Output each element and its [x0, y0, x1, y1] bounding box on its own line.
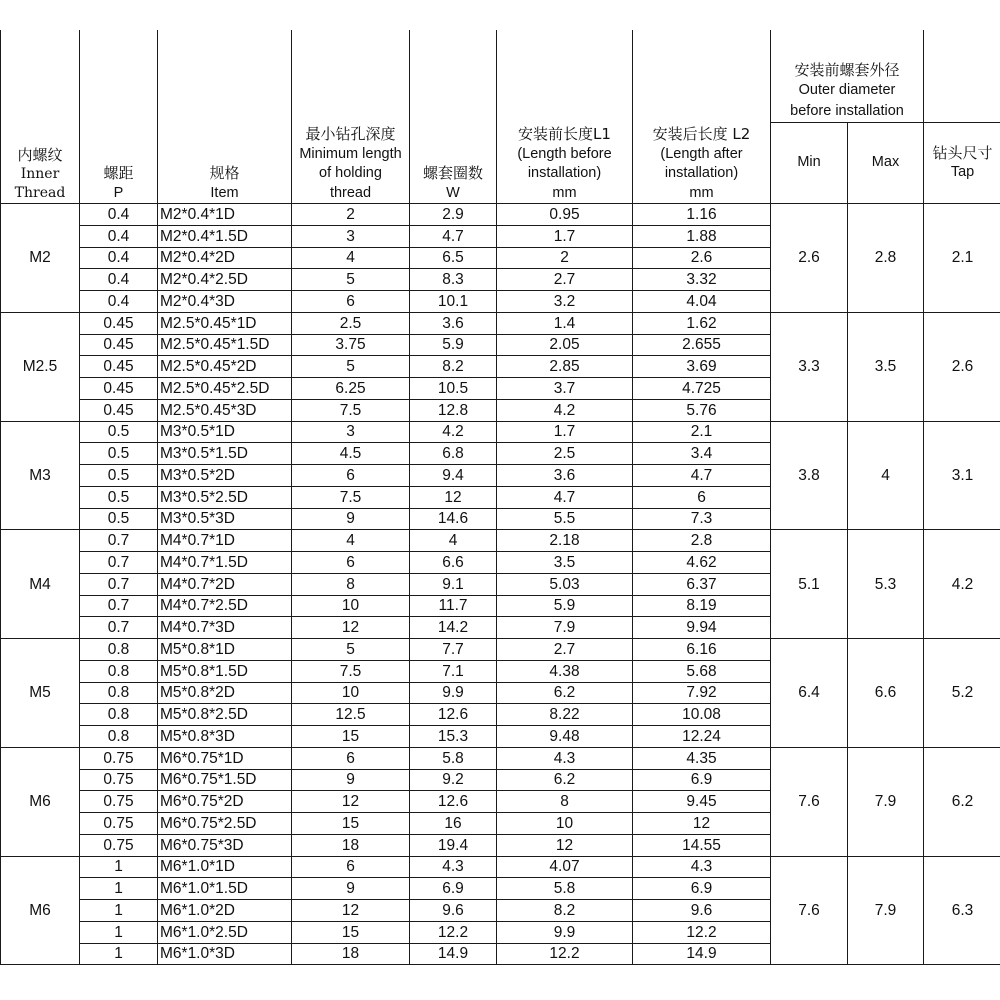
l2-cell: 4.35 [633, 747, 771, 769]
table-row [1, 530, 1000, 552]
header-cell-coils [410, 30, 497, 204]
pitch-cell: 0.5 [80, 465, 158, 487]
min-depth-cell: 3 [292, 225, 410, 247]
tap-cell: 3.1 [924, 421, 1000, 530]
tap-cell: 2.1 [924, 204, 1000, 313]
inner-thread-en1: Inner [20, 166, 60, 182]
item-cell: M3*0.5*1.5D [158, 443, 292, 465]
min-depth-cell: 6 [292, 465, 410, 487]
min-depth-cell: 7.5 [292, 660, 410, 682]
coils-cell: 8.3 [410, 269, 497, 291]
outer-max-cell: 3.5 [848, 312, 924, 421]
l1-unit: mm [552, 184, 577, 201]
pitch-cell: 0.75 [80, 813, 158, 835]
coils-cell: 6.5 [410, 247, 497, 269]
min-label: Min [797, 154, 821, 171]
coils-cell: 10.5 [410, 378, 497, 400]
header-row-top [1, 30, 1000, 123]
min-depth-cell: 2 [292, 204, 410, 226]
min-depth-cell: 18 [292, 943, 410, 965]
l1-cell: 1.7 [497, 225, 633, 247]
pitch-cell: 0.45 [80, 356, 158, 378]
l1-zh: 安装前长度L1 [518, 125, 611, 143]
coils-cell: 19.4 [410, 834, 497, 856]
l1-cell: 2.5 [497, 443, 633, 465]
coils-cell: 12.6 [410, 704, 497, 726]
pitch-cell: 1 [80, 943, 158, 965]
item-cell: M5*0.8*3D [158, 726, 292, 748]
l2-cell: 2.655 [633, 334, 771, 356]
item-cell: M3*0.5*1D [158, 421, 292, 443]
l2-cell: 4.7 [633, 465, 771, 487]
l2-cell: 2.8 [633, 530, 771, 552]
inner-thread-zh: 内螺纹 [17, 145, 63, 164]
coils-cell: 15.3 [410, 726, 497, 748]
l2-cell: 5.68 [633, 660, 771, 682]
item-cell: M3*0.5*2.5D [158, 486, 292, 508]
coils-cell: 12.2 [410, 921, 497, 943]
l1-cell: 5.5 [497, 508, 633, 530]
outer-min-cell: 7.6 [771, 856, 848, 965]
pitch-cell: 0.4 [80, 204, 158, 226]
min-depth-cell: 3 [292, 421, 410, 443]
item-cell: M5*0.8*2D [158, 682, 292, 704]
l2-cell: 3.4 [633, 443, 771, 465]
l2-cell: 14.55 [633, 834, 771, 856]
item-cell: M6*1.0*2.5D [158, 921, 292, 943]
min-depth-cell: 6.25 [292, 378, 410, 400]
pitch-zh: 螺距 [103, 164, 134, 182]
outer-min-cell: 3.3 [771, 312, 848, 421]
table-row [1, 421, 1000, 443]
min-depth-cell: 18 [292, 834, 410, 856]
l2-cell: 1.62 [633, 312, 771, 334]
tap-cell: 5.2 [924, 639, 1000, 748]
item-cell: M2*0.4*1D [158, 204, 292, 226]
outer-max-cell: 6.6 [848, 639, 924, 748]
pitch-cell: 0.45 [80, 334, 158, 356]
min-depth-cell: 9 [292, 508, 410, 530]
thread-size-cell: M2.5 [1, 312, 80, 421]
l1-cell: 4.2 [497, 399, 633, 421]
coils-cell: 14.2 [410, 617, 497, 639]
tap-cell: 2.6 [924, 312, 1000, 421]
l1-cell: 2.85 [497, 356, 633, 378]
item-cell: M4*0.7*1D [158, 530, 292, 552]
coils-cell: 5.9 [410, 334, 497, 356]
thread-size-cell: M4 [1, 530, 80, 639]
pitch-cell: 1 [80, 921, 158, 943]
l2-cell: 12 [633, 813, 771, 835]
l1-en2: installation) [527, 165, 602, 181]
l2-cell: 4.3 [633, 856, 771, 878]
pitch-cell: 0.4 [80, 291, 158, 313]
thread-size-cell: M6 [1, 747, 80, 856]
min-depth-cell: 9 [292, 769, 410, 791]
item-cell: M3*0.5*3D [158, 508, 292, 530]
table-row [1, 204, 1000, 226]
l1-cell: 8.2 [497, 900, 633, 922]
item-cell: M4*0.7*3D [158, 617, 292, 639]
l1-cell: 2.7 [497, 269, 633, 291]
coils-cell: 5.8 [410, 747, 497, 769]
coils-cell: 2.9 [410, 204, 497, 226]
inner-thread-en2: Thread [14, 185, 66, 201]
pitch-cell: 0.7 [80, 552, 158, 574]
item-cell: M2*0.4*2D [158, 247, 292, 269]
pitch-cell: 1 [80, 878, 158, 900]
header-cell-item [158, 30, 292, 204]
outer-min-cell: 7.6 [771, 747, 848, 856]
min-depth-cell: 12.5 [292, 704, 410, 726]
l2-cell: 14.9 [633, 943, 771, 965]
coils-cell: 4.7 [410, 225, 497, 247]
l2-cell: 1.88 [633, 225, 771, 247]
item-cell: M5*0.8*1.5D [158, 660, 292, 682]
l1-cell: 3.2 [497, 291, 633, 313]
pitch-cell: 0.45 [80, 312, 158, 334]
pitch-cell: 0.5 [80, 486, 158, 508]
thread-size-cell: M6 [1, 856, 80, 965]
tap-cell: 6.3 [924, 856, 1000, 965]
l2-cell: 6 [633, 486, 771, 508]
outer-max-cell: 7.9 [848, 856, 924, 965]
coils-cell: 9.1 [410, 573, 497, 595]
coils-cell: 6.8 [410, 443, 497, 465]
coils-cell: 16 [410, 813, 497, 835]
l1-cell: 1.4 [497, 312, 633, 334]
pitch-cell: 0.8 [80, 704, 158, 726]
item-cell: M5*0.8*1D [158, 639, 292, 661]
coils-cell: 6.6 [410, 552, 497, 574]
pitch-cell: 0.8 [80, 726, 158, 748]
min-depth-cell: 4.5 [292, 443, 410, 465]
header-cell-tap [924, 123, 1000, 204]
outer-max-cell: 7.9 [848, 747, 924, 856]
min-depth-zh: 最小钻孔深度 [305, 125, 396, 143]
l2-cell: 7.3 [633, 508, 771, 530]
coils-cell: 8.2 [410, 356, 497, 378]
item-cell: M2.5*0.45*2D [158, 356, 292, 378]
l1-cell: 10 [497, 813, 633, 835]
coils-cell: 6.9 [410, 878, 497, 900]
pitch-en: P [113, 184, 124, 201]
item-cell: M6*1.0*1D [158, 856, 292, 878]
header-cell-min [771, 123, 848, 204]
item-zh: 规格 [209, 164, 240, 182]
coils-zh: 螺套圈数 [422, 164, 483, 182]
pitch-cell: 0.7 [80, 573, 158, 595]
l1-cell: 3.5 [497, 552, 633, 574]
pitch-cell: 1 [80, 856, 158, 878]
item-cell: M2*0.4*2.5D [158, 269, 292, 291]
coils-cell: 9.6 [410, 900, 497, 922]
min-depth-cell: 2.5 [292, 312, 410, 334]
tap-zh: 钻头尺寸 [932, 143, 993, 162]
l1-cell: 0.95 [497, 204, 633, 226]
header-cell-l1 [497, 30, 633, 204]
pitch-cell: 0.45 [80, 399, 158, 421]
min-depth-cell: 8 [292, 573, 410, 595]
l2-cell: 12.24 [633, 726, 771, 748]
l1-cell: 3.7 [497, 378, 633, 400]
item-cell: M5*0.8*2.5D [158, 704, 292, 726]
l1-cell: 8.22 [497, 704, 633, 726]
coils-cell: 10.1 [410, 291, 497, 313]
header-cell-l2 [633, 30, 771, 204]
table-row [1, 747, 1000, 769]
l2-cell: 1.16 [633, 204, 771, 226]
pitch-cell: 0.5 [80, 443, 158, 465]
item-en: Item [210, 184, 239, 201]
header-cell-max [848, 123, 924, 204]
coils-cell: 12 [410, 486, 497, 508]
header-cell-outer-diameter [771, 30, 924, 123]
pitch-cell: 0.8 [80, 639, 158, 661]
min-depth-cell: 12 [292, 900, 410, 922]
coils-cell: 14.9 [410, 943, 497, 965]
pitch-cell: 0.4 [80, 269, 158, 291]
item-cell: M6*1.0*1.5D [158, 878, 292, 900]
min-depth-cell: 12 [292, 617, 410, 639]
l1-en1: (Length before [517, 145, 612, 162]
min-depth-cell: 9 [292, 878, 410, 900]
coils-cell: 3.6 [410, 312, 497, 334]
item-cell: M4*0.7*2D [158, 573, 292, 595]
l2-zh: 安装后长度 L2 [652, 125, 751, 143]
l1-cell: 5.9 [497, 595, 633, 617]
pitch-cell: 0.4 [80, 247, 158, 269]
l1-cell: 5.8 [497, 878, 633, 900]
l2-cell: 3.69 [633, 356, 771, 378]
max-label: Max [871, 154, 900, 171]
pitch-cell: 0.7 [80, 530, 158, 552]
coils-cell: 11.7 [410, 595, 497, 617]
l1-cell: 12 [497, 834, 633, 856]
l2-cell: 6.9 [633, 769, 771, 791]
l2-cell: 6.9 [633, 878, 771, 900]
outer-min-cell: 2.6 [771, 204, 848, 313]
l1-cell: 3.6 [497, 465, 633, 487]
item-cell: M6*0.75*2.5D [158, 813, 292, 835]
item-cell: M2.5*0.45*1D [158, 312, 292, 334]
thread-insert-spec-table [0, 30, 1000, 965]
item-cell: M2*0.4*3D [158, 291, 292, 313]
thread-size-cell: M2 [1, 204, 80, 313]
min-depth-en3: thread [329, 184, 372, 201]
item-cell: M2.5*0.45*3D [158, 399, 292, 421]
l2-cell: 9.6 [633, 900, 771, 922]
item-cell: M6*0.75*3D [158, 834, 292, 856]
min-depth-cell: 4 [292, 530, 410, 552]
coils-cell: 7.1 [410, 660, 497, 682]
pitch-cell: 0.45 [80, 378, 158, 400]
l1-cell: 4.07 [497, 856, 633, 878]
l2-cell: 5.76 [633, 399, 771, 421]
l2-cell: 4.62 [633, 552, 771, 574]
min-depth-cell: 7.5 [292, 399, 410, 421]
coils-cell: 14.6 [410, 508, 497, 530]
table-body [1, 204, 1000, 965]
min-depth-cell: 3.75 [292, 334, 410, 356]
l2-cell: 6.16 [633, 639, 771, 661]
header-cell-min-depth [292, 30, 410, 204]
coils-cell: 9.2 [410, 769, 497, 791]
l1-cell: 4.38 [497, 660, 633, 682]
outer-min-cell: 5.1 [771, 530, 848, 639]
coils-cell: 4.3 [410, 856, 497, 878]
item-cell: M2.5*0.45*1.5D [158, 334, 292, 356]
tap-cell: 4.2 [924, 530, 1000, 639]
table-row [1, 856, 1000, 878]
tap-en: Tap [950, 164, 975, 180]
l2-cell: 9.94 [633, 617, 771, 639]
header-cell-pitch [80, 30, 158, 204]
l1-cell: 8 [497, 791, 633, 813]
item-cell: M4*0.7*1.5D [158, 552, 292, 574]
coils-cell: 12.8 [410, 399, 497, 421]
coils-cell: 4 [410, 530, 497, 552]
outer-max-cell: 2.8 [848, 204, 924, 313]
min-depth-cell: 6 [292, 856, 410, 878]
l1-cell: 2.18 [497, 530, 633, 552]
outer-max-cell: 5.3 [848, 530, 924, 639]
coils-cell: 9.4 [410, 465, 497, 487]
l2-en1: (Length after [660, 145, 743, 162]
table-header [1, 30, 1000, 204]
pitch-cell: 0.4 [80, 225, 158, 247]
item-cell: M6*0.75*1.5D [158, 769, 292, 791]
l2-cell: 8.19 [633, 595, 771, 617]
item-cell: M2*0.4*1.5D [158, 225, 292, 247]
l1-cell: 1.7 [497, 421, 633, 443]
pitch-cell: 0.8 [80, 660, 158, 682]
l1-cell: 2.05 [497, 334, 633, 356]
l2-en2: installation) [664, 165, 739, 181]
pitch-cell: 0.7 [80, 595, 158, 617]
coils-en: W [446, 184, 460, 201]
min-depth-cell: 5 [292, 356, 410, 378]
table-row [1, 312, 1000, 334]
l2-cell: 9.45 [633, 791, 771, 813]
min-depth-cell: 6 [292, 552, 410, 574]
l2-cell: 7.92 [633, 682, 771, 704]
coils-cell: 7.7 [410, 639, 497, 661]
coils-cell: 12.6 [410, 791, 497, 813]
l2-unit: mm [689, 184, 714, 201]
outer-diameter-en2: before installation [790, 103, 904, 119]
pitch-cell: 1 [80, 900, 158, 922]
l2-cell: 3.32 [633, 269, 771, 291]
l1-cell: 4.3 [497, 747, 633, 769]
min-depth-cell: 6 [292, 747, 410, 769]
outer-diameter-en1: Outer diameter [798, 82, 896, 98]
pitch-cell: 0.8 [80, 682, 158, 704]
l2-cell: 6.37 [633, 573, 771, 595]
tap-cell: 6.2 [924, 747, 1000, 856]
coils-cell: 9.9 [410, 682, 497, 704]
min-depth-cell: 15 [292, 813, 410, 835]
header-cell-tap-blank [924, 30, 1000, 123]
l2-cell: 2.6 [633, 247, 771, 269]
coils-cell: 4.2 [410, 421, 497, 443]
item-cell: M3*0.5*2D [158, 465, 292, 487]
l1-cell: 7.9 [497, 617, 633, 639]
l1-cell: 12.2 [497, 943, 633, 965]
min-depth-cell: 10 [292, 595, 410, 617]
l1-cell: 5.03 [497, 573, 633, 595]
l1-cell: 2 [497, 247, 633, 269]
item-cell: M2.5*0.45*2.5D [158, 378, 292, 400]
item-cell: M6*0.75*1D [158, 747, 292, 769]
min-depth-cell: 15 [292, 726, 410, 748]
min-depth-cell: 7.5 [292, 486, 410, 508]
l1-cell: 2.7 [497, 639, 633, 661]
outer-max-cell: 4 [848, 421, 924, 530]
thread-size-cell: M5 [1, 639, 80, 748]
min-depth-cell: 4 [292, 247, 410, 269]
min-depth-cell: 15 [292, 921, 410, 943]
l2-cell: 4.04 [633, 291, 771, 313]
l2-cell: 2.1 [633, 421, 771, 443]
pitch-cell: 0.5 [80, 508, 158, 530]
l2-cell: 4.725 [633, 378, 771, 400]
min-depth-cell: 5 [292, 269, 410, 291]
outer-diameter-zh: 安装前螺套外径 [794, 60, 900, 79]
l1-cell: 6.2 [497, 682, 633, 704]
header-cell-inner-thread [1, 30, 80, 204]
min-depth-cell: 5 [292, 639, 410, 661]
min-depth-cell: 6 [292, 291, 410, 313]
pitch-cell: 0.75 [80, 747, 158, 769]
item-cell: M6*1.0*2D [158, 900, 292, 922]
item-cell: M6*1.0*3D [158, 943, 292, 965]
l2-cell: 10.08 [633, 704, 771, 726]
pitch-cell: 0.75 [80, 769, 158, 791]
min-depth-en1: Minimum length [299, 145, 402, 162]
thread-size-cell: M3 [1, 421, 80, 530]
outer-min-cell: 3.8 [771, 421, 848, 530]
min-depth-cell: 12 [292, 791, 410, 813]
pitch-cell: 0.75 [80, 834, 158, 856]
min-depth-cell: 10 [292, 682, 410, 704]
min-depth-en2: of holding [319, 165, 382, 181]
l1-cell: 9.9 [497, 921, 633, 943]
item-cell: M4*0.7*2.5D [158, 595, 292, 617]
table-row [1, 639, 1000, 661]
l2-cell: 12.2 [633, 921, 771, 943]
outer-min-cell: 6.4 [771, 639, 848, 748]
pitch-cell: 0.7 [80, 617, 158, 639]
pitch-cell: 0.75 [80, 791, 158, 813]
l1-cell: 9.48 [497, 726, 633, 748]
l1-cell: 4.7 [497, 486, 633, 508]
item-cell: M6*0.75*2D [158, 791, 292, 813]
l1-cell: 6.2 [497, 769, 633, 791]
pitch-cell: 0.5 [80, 421, 158, 443]
